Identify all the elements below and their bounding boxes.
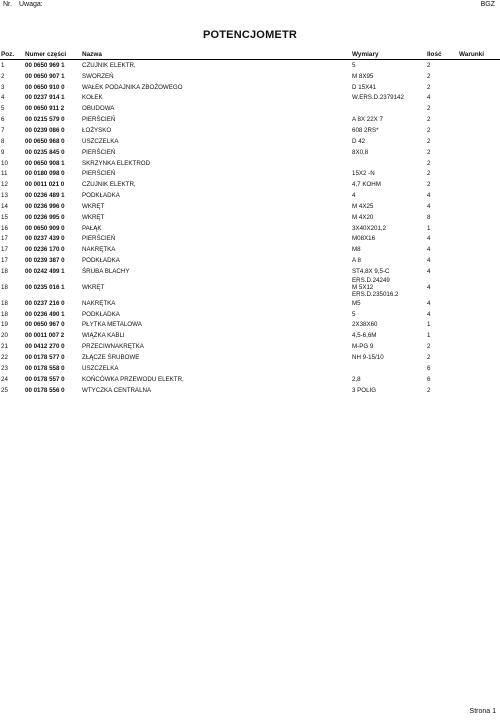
cell-conditions <box>459 363 500 374</box>
cell-poz: 7 <box>1 126 5 134</box>
dimension-line: 5 <box>352 61 356 69</box>
cell-dimensions <box>352 223 427 234</box>
cell-quantity: 4 <box>427 310 431 318</box>
cell-quantity: 2 <box>427 159 431 167</box>
cell-poz: 25 <box>1 386 8 394</box>
cell-quantity: 4 <box>427 202 431 210</box>
cell-name: WKRĘT <box>82 202 105 210</box>
dimension-line: 2,8 <box>352 375 361 383</box>
cell-dimensions <box>352 136 427 147</box>
cell-poz: 18 <box>1 283 8 291</box>
cell-part-number: 00 0236 489 1 <box>25 192 65 200</box>
dimension-line: M 8X95 <box>352 72 374 80</box>
cell-dimensions <box>352 309 427 320</box>
column-header-warunki: Warunki <box>459 50 500 60</box>
cell-poz: 16 <box>1 224 8 232</box>
table-row <box>0 103 500 114</box>
cell-part-number: 00 0235 845 0 <box>25 148 65 156</box>
cell-dimensions <box>352 277 427 298</box>
cell-conditions <box>459 158 500 169</box>
table-body <box>0 60 500 396</box>
table-header-row <box>0 50 500 60</box>
cell-name: SKRZYNKA ELEKTROD <box>82 159 151 167</box>
table-row <box>0 168 500 179</box>
cell-quantity: 4 <box>427 267 431 275</box>
cell-part-number: 00 0412 270 0 <box>25 343 65 351</box>
cell-conditions <box>459 341 500 352</box>
page-title: POTENCJOMETR <box>202 29 298 41</box>
table-row <box>0 244 500 255</box>
cell-dimensions <box>352 320 427 331</box>
cell-dimensions <box>352 82 427 93</box>
cell-part-number: 00 0239 086 0 <box>25 126 65 134</box>
cell-name: PŁYTKA METALOWA <box>82 321 142 329</box>
cell-poz: 14 <box>1 202 8 210</box>
cell-name: USZCZELKA <box>82 137 119 145</box>
cell-part-number: 00 0236 996 0 <box>25 202 65 210</box>
cell-quantity: 2 <box>427 343 431 351</box>
cell-conditions <box>459 93 500 104</box>
cell-conditions <box>459 298 500 309</box>
dimension-line: M5 <box>352 299 361 307</box>
parts-table <box>0 50 500 395</box>
table-row <box>0 201 500 212</box>
cell-dimensions <box>352 363 427 374</box>
cell-quantity: 2 <box>427 83 431 91</box>
cell-name: WKRĘT <box>82 213 105 221</box>
cell-conditions <box>459 385 500 396</box>
cell-quantity: 2 <box>427 105 431 113</box>
cell-name: ŚRUBA BLACHY <box>82 267 130 275</box>
cell-name: OBUDOWA <box>82 105 115 113</box>
cell-name: WTYCZKA CENTRALNA <box>82 386 152 394</box>
cell-dimensions <box>352 341 427 352</box>
dimension-line: 608 2RS* <box>352 126 379 134</box>
cell-name: SWORZEŃ <box>82 72 114 80</box>
table-row <box>0 212 500 223</box>
cell-part-number: 00 0242 499 1 <box>25 267 65 275</box>
dimension-line: 2X38X60 <box>352 321 378 329</box>
cell-poz: 12 <box>1 181 8 189</box>
cell-part-number: 00 0180 098 0 <box>25 170 65 178</box>
column-header-nazwa: Nazwa <box>82 50 352 60</box>
cell-poz: 17 <box>1 246 8 254</box>
cell-dimensions <box>352 158 427 169</box>
table-row <box>0 320 500 331</box>
cell-part-number: 00 0237 914 1 <box>25 94 65 102</box>
cell-conditions <box>459 320 500 331</box>
cell-name: CZUJNIK ELEKTR, <box>82 181 136 189</box>
cell-part-number: 00 0650 910 0 <box>25 83 65 91</box>
column-header-ilosc: Ilość <box>427 50 459 60</box>
cell-poz: 19 <box>1 321 8 329</box>
cell-part-number: 00 0178 557 0 <box>25 375 65 383</box>
cell-name: NAKRĘTKA <box>82 299 116 307</box>
cell-conditions <box>459 190 500 201</box>
cell-part-number: 00 0650 909 0 <box>25 224 65 232</box>
table-row <box>0 82 500 93</box>
cell-name: PIERŚCIEŃ <box>82 148 116 156</box>
cell-quantity: 6 <box>427 364 431 372</box>
cell-poz: 20 <box>1 332 8 340</box>
dimension-line: M8 <box>352 246 361 254</box>
cell-poz: 3 <box>1 83 5 91</box>
cell-dimensions <box>352 298 427 309</box>
cell-conditions <box>459 234 500 245</box>
dimension-line: A 8 <box>352 257 361 265</box>
table-row <box>0 190 500 201</box>
cell-name: PIERŚCIEŃ <box>82 170 116 178</box>
cell-name: KOŁEK <box>82 94 103 102</box>
cell-conditions <box>459 136 500 147</box>
cell-quantity: 4 <box>427 94 431 102</box>
cell-part-number: 00 0178 558 0 <box>25 364 65 372</box>
cell-conditions <box>459 179 500 190</box>
table-row <box>0 309 500 320</box>
cell-part-number: 00 0011 021 0 <box>25 181 65 189</box>
cell-conditions <box>459 71 500 82</box>
cell-part-number: 00 0236 995 0 <box>25 213 65 221</box>
table-row <box>0 255 500 266</box>
dimension-line: M 5X12 <box>352 283 374 291</box>
cell-dimensions <box>352 71 427 82</box>
cell-conditions <box>459 266 500 277</box>
cell-part-number: 00 0178 577 0 <box>25 354 65 362</box>
dimension-line: D 42 <box>352 137 366 145</box>
cell-conditions <box>459 244 500 255</box>
table-row <box>0 114 500 125</box>
cell-poz: 17 <box>1 257 8 265</box>
cell-name: ŁOŻYSKO <box>82 126 112 134</box>
column-header-numer: Numer części <box>25 50 82 60</box>
cell-quantity: 2 <box>427 116 431 124</box>
table-row <box>0 234 500 245</box>
dimension-line: 3 POLIG <box>352 386 377 394</box>
cell-quantity: 2 <box>427 72 431 80</box>
cell-poz: 18 <box>1 267 8 275</box>
cell-part-number: 00 0650 911 2 <box>25 105 65 113</box>
cell-name: PODKŁADKA <box>82 310 120 318</box>
cell-name: PODKŁADKA <box>82 257 120 265</box>
cell-dimensions <box>352 190 427 201</box>
cell-part-number: 00 0236 490 1 <box>25 310 65 318</box>
dimension-line: 4,5-6,6M <box>352 332 377 340</box>
cell-poz: 23 <box>1 364 8 372</box>
cell-dimensions <box>352 385 427 396</box>
top-bar <box>0 0 500 10</box>
table-row <box>0 158 500 169</box>
cell-quantity: 4 <box>427 257 431 265</box>
table-row <box>0 385 500 396</box>
cell-part-number: 00 0650 969 1 <box>25 61 65 69</box>
dimension-line: 5 <box>352 310 356 318</box>
dimension-line: 4 <box>352 192 356 200</box>
cell-quantity: 2 <box>427 181 431 189</box>
cell-part-number: 00 0011 007 2 <box>25 332 65 340</box>
cell-conditions <box>459 309 500 320</box>
cell-quantity: 2 <box>427 170 431 178</box>
cell-part-number: 00 0237 439 0 <box>25 235 65 243</box>
table-row <box>0 136 500 147</box>
dimension-line: 4,7 KOHM <box>352 181 381 189</box>
cell-poz: 21 <box>1 343 8 351</box>
page-number: Strona 1 <box>469 708 496 715</box>
cell-poz: 1 <box>1 61 5 69</box>
cell-conditions <box>459 168 500 179</box>
cell-poz: 24 <box>1 375 8 383</box>
cell-poz: 6 <box>1 116 5 124</box>
table-row <box>0 363 500 374</box>
cell-poz: 18 <box>1 299 8 307</box>
dimension-line: ST4,8X 9,5-C <box>352 267 390 275</box>
dimension-line: M08X16 <box>352 235 376 243</box>
table-row <box>0 341 500 352</box>
cell-poz: 10 <box>1 159 8 167</box>
table-row <box>0 330 500 341</box>
column-header-poz: Poz. <box>0 50 25 60</box>
cell-conditions <box>459 255 500 266</box>
cell-dimensions <box>352 60 427 71</box>
cell-quantity: 6 <box>427 375 431 383</box>
cell-part-number: 00 0650 968 0 <box>25 137 65 145</box>
cell-dimensions <box>352 147 427 158</box>
dimension-line: 15X2 -N <box>352 170 375 178</box>
cell-name: NAKRĘTKA <box>82 246 116 254</box>
cell-name: PIERŚCIEŃ <box>82 235 116 243</box>
table-row <box>0 374 500 385</box>
cell-part-number: 00 0215 579 0 <box>25 116 65 124</box>
cell-part-number: 00 0239 387 0 <box>25 257 65 265</box>
cell-dimensions <box>352 179 427 190</box>
cell-name: PRZECIWNAKRĘTKA <box>82 343 144 351</box>
cell-quantity: 1 <box>427 321 431 329</box>
table-row <box>0 223 500 234</box>
table-row <box>0 298 500 309</box>
cell-dimensions <box>352 244 427 255</box>
cell-quantity: 4 <box>427 192 431 200</box>
cell-quantity: 2 <box>427 126 431 134</box>
dimension-line: ERS.D.24249 <box>352 276 390 284</box>
cell-quantity: 2 <box>427 386 431 394</box>
cell-quantity: 2 <box>427 137 431 145</box>
cell-poz: 8 <box>1 137 5 145</box>
cell-dimensions <box>352 266 427 277</box>
dimension-line: 8X0,8 <box>352 148 369 156</box>
cell-poz: 9 <box>1 148 5 156</box>
table-row <box>0 60 500 71</box>
cell-conditions <box>459 330 500 341</box>
cell-quantity: 4 <box>427 283 431 291</box>
cell-dimensions <box>352 201 427 212</box>
uwaga-label: Uwaga: <box>19 1 43 8</box>
cell-dimensions <box>352 168 427 179</box>
document-code: BGZ <box>480 1 495 8</box>
cell-conditions <box>459 114 500 125</box>
cell-dimensions <box>352 374 427 385</box>
table-row <box>0 352 500 363</box>
cell-name: CZUJNIK ELEKTR, <box>82 61 136 69</box>
dimension-line: NH 9-15/10 <box>352 354 384 362</box>
cell-name: ZŁĄCZE ŚRUBOWE <box>82 354 140 362</box>
cell-conditions <box>459 147 500 158</box>
cell-name: KOŃCÓWKA PRZEWODU ELEKTR, <box>82 375 184 383</box>
cell-poz: 22 <box>1 354 8 362</box>
dimension-line: W.ERS.D.2379142 <box>352 94 404 102</box>
cell-part-number: 00 0650 967 0 <box>25 321 65 329</box>
cell-name: PAŁĄK <box>82 224 102 232</box>
cell-dimensions <box>352 330 427 341</box>
cell-conditions <box>459 103 500 114</box>
dimension-line: M 4X20 <box>352 213 374 221</box>
table-row <box>0 93 500 104</box>
cell-dimensions <box>352 125 427 136</box>
cell-poz: 5 <box>1 105 5 113</box>
dimension-line: M 4X25 <box>352 202 374 210</box>
cell-part-number: 00 0236 170 0 <box>25 246 65 254</box>
dimension-line: D 15X41 <box>352 83 377 91</box>
cell-conditions <box>459 223 500 234</box>
cell-quantity: 4 <box>427 246 431 254</box>
dimension-line: A 8X 22X 7 <box>352 116 383 124</box>
cell-poz: 18 <box>1 310 8 318</box>
table-row <box>0 179 500 190</box>
cell-part-number: 00 0235 016 1 <box>25 283 65 291</box>
cell-name: WKRĘT <box>82 283 105 291</box>
dimension-line: 3X40X201,2 <box>352 224 387 232</box>
cell-conditions <box>459 352 500 363</box>
cell-part-number: 00 0650 908 1 <box>25 159 65 167</box>
cell-name: PIERŚCIEŃ <box>82 116 116 124</box>
cell-name: PODKŁADKA <box>82 192 120 200</box>
cell-dimensions <box>352 103 427 114</box>
cell-name: WIĄZKA KABLI <box>82 332 125 340</box>
cell-dimensions <box>352 352 427 363</box>
table-row <box>0 266 500 277</box>
cell-quantity: 1 <box>427 332 431 340</box>
cell-quantity: 1 <box>427 224 431 232</box>
cell-part-number: 00 0178 556 0 <box>25 386 65 394</box>
table-row <box>0 125 500 136</box>
cell-dimensions <box>352 114 427 125</box>
cell-part-number: 00 0650 907 1 <box>25 72 65 80</box>
cell-quantity: 8 <box>427 213 431 221</box>
cell-poz: 13 <box>1 192 8 200</box>
dimension-line: ERS.D.235016.2 <box>352 290 399 298</box>
column-header-wymiary: Wymiary <box>352 50 427 60</box>
dimension-line: M-PG 9 <box>352 343 374 351</box>
cell-name: USZCZELKA <box>82 364 119 372</box>
cell-conditions <box>459 60 500 71</box>
nr-label: Nr. <box>3 1 12 8</box>
cell-conditions <box>459 125 500 136</box>
cell-poz: 17 <box>1 235 8 243</box>
table-row <box>0 147 500 158</box>
cell-quantity: 4 <box>427 235 431 243</box>
cell-conditions <box>459 374 500 385</box>
cell-dimensions <box>352 255 427 266</box>
cell-conditions <box>459 212 500 223</box>
cell-poz: 11 <box>1 170 8 178</box>
cell-poz: 2 <box>1 72 5 80</box>
cell-quantity: 2 <box>427 61 431 69</box>
cell-quantity: 4 <box>427 299 431 307</box>
table-row <box>0 277 500 298</box>
cell-conditions <box>459 201 500 212</box>
cell-poz: 4 <box>1 94 5 102</box>
cell-quantity: 2 <box>427 354 431 362</box>
cell-dimensions <box>352 212 427 223</box>
table-row <box>0 71 500 82</box>
cell-part-number: 00 0237 216 0 <box>25 299 65 307</box>
cell-conditions <box>459 82 500 93</box>
cell-dimensions <box>352 234 427 245</box>
cell-dimensions <box>352 93 427 104</box>
cell-quantity: 2 <box>427 148 431 156</box>
cell-poz: 15 <box>1 213 8 221</box>
cell-conditions <box>459 277 500 298</box>
cell-name: WAŁEK PODAJNIKA ZBOŻOWEGO <box>82 83 183 91</box>
